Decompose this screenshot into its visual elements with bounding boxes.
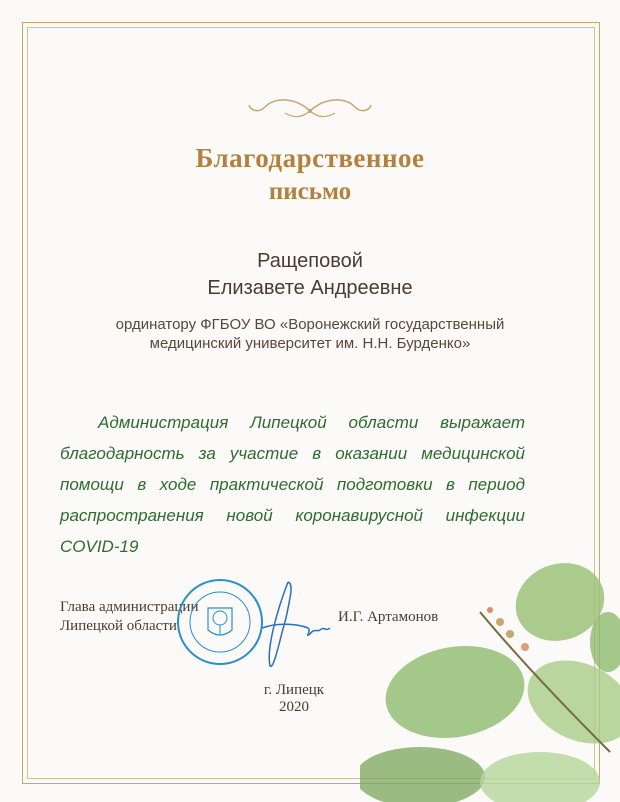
signatory-position-line-2: Липецкой области	[60, 618, 177, 634]
affiliation-line-1: ординатору ФГБОУ ВО «Воронежский государственный	[115, 316, 505, 333]
gratitude-text: Администрация Липецкой области выражает благодарность за участие в оказании медицинской помощи в ходе практической подготовки в период распространения новой коронавирусной инфекции COVID-19	[60, 413, 525, 556]
affiliation-line-2: медицинский университет им. Н.Н. Бурденко»	[149, 335, 471, 352]
recipient-given-names: Елизавете Андреевне	[207, 277, 413, 299]
signature-icon	[258, 578, 338, 670]
signatory-position-line-1: Глава администрации	[60, 599, 199, 615]
city: г. Липецк	[263, 682, 325, 698]
recipient-surname: Ращеповой	[257, 250, 363, 272]
leaves-decoration-icon	[360, 552, 620, 802]
ornament-flourish-icon	[245, 93, 375, 123]
document-title: Благодарственное	[195, 143, 425, 173]
year: 2020	[279, 699, 309, 715]
official-stamp-icon	[176, 578, 264, 666]
signatory-name: И.Г. Артамонов	[338, 609, 439, 625]
document-subtitle: письмо	[268, 178, 352, 205]
